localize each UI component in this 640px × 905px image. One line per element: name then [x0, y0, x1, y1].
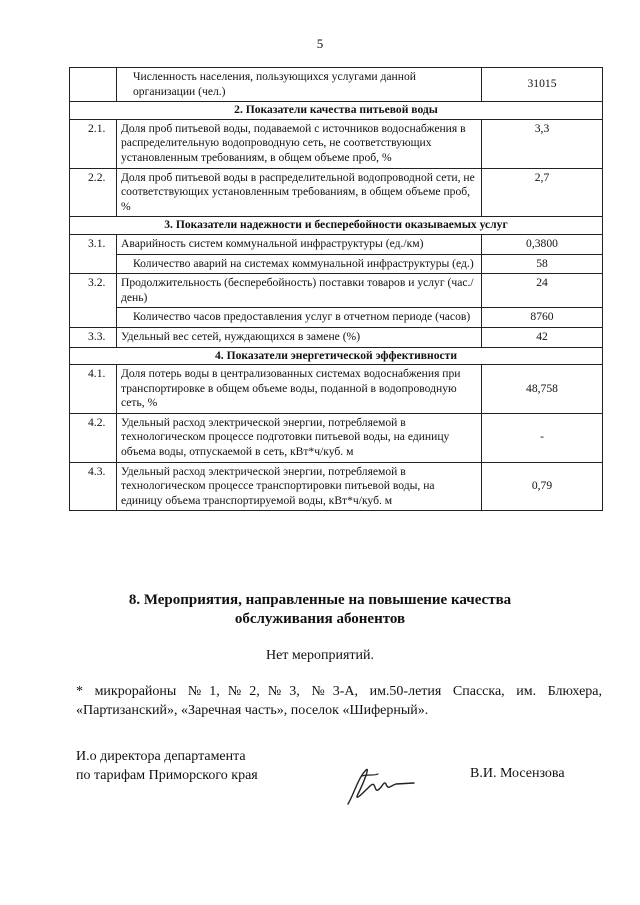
section-8-heading-line1: 8. Мероприятия, направленные на повышение качества [128, 592, 512, 608]
row-value: 48,758 [482, 365, 603, 414]
row-number: 3.3. [70, 327, 117, 347]
row-indicator-text: Удельный расход электрической энергии, потребляемой в технологическом процессе транспортировки питьевой воды, на единицу объема транспортируемой воды, кВт*ч/куб. м [117, 462, 482, 511]
row-number: 2.1. [70, 119, 117, 168]
signatory-title [76, 747, 258, 785]
table-row [70, 254, 603, 274]
indicators-table-body [70, 68, 603, 511]
row-value: 8760 [482, 308, 603, 328]
row-number: 4.3. [70, 462, 117, 511]
row-value: 2,7 [482, 168, 603, 217]
table-row [70, 413, 603, 462]
row-number: 4.1. [70, 365, 117, 414]
row-indicator-text: Доля проб питьевой воды в распределительной водопроводной сети, не соответствующих установленным требованиям, в общем объеме проб, % [117, 168, 482, 217]
section-header-row [70, 102, 603, 120]
row-number: 3.2. [70, 274, 117, 308]
table-row [70, 119, 603, 168]
row-value: 0,3800 [482, 234, 603, 254]
signatory-title-line2: по тарифам Приморского края [76, 768, 258, 783]
row-indicator-text: Удельный расход электрической энергии, потребляемой в технологическом процессе подготовки питьевой воды, на единицу объема воды, отпускаемой в сеть, кВт*ч/куб. м [117, 413, 482, 462]
row-number [70, 254, 117, 274]
row-indicator-text: Численность населения, пользующихся услугами данной организации (чел.) [117, 68, 482, 102]
footnote: * микрорайоны №1,№2,№3, №3-А, им.50-летия Спасска, им. Блюхера, «Партизанский», «Заречная часть», поселок «Шиферный». [76, 684, 602, 718]
row-indicator-text: Количество аварий на системах коммунальной инфраструктуры (ед.) [117, 254, 482, 274]
row-value: 24 [482, 274, 603, 308]
table-row [70, 274, 603, 308]
section-8-heading [0, 591, 640, 629]
row-value: 3,3 [482, 119, 603, 168]
row-value: - [482, 413, 603, 462]
row-number [70, 308, 117, 328]
row-value: 0,79 [482, 462, 603, 511]
section-header: 2. Показатели качества питьевой воды [70, 102, 603, 120]
row-value: 31015 [482, 68, 603, 102]
row-indicator-text: Аварийность систем коммунальной инфраструктуры (ед./км) [117, 234, 482, 254]
section-header: 4. Показатели энергетической эффективности [70, 347, 603, 365]
row-value: 42 [482, 327, 603, 347]
table-row [70, 462, 603, 511]
row-number: 4.2. [70, 413, 117, 462]
row-indicator-text: Удельный вес сетей, нуждающихся в замене (%) [117, 327, 482, 347]
row-indicator-text: Доля проб питьевой воды, подаваемой с источников водоснабжения в распределительную водопроводную сеть, не соответствующих установленным требованиям, в общем объеме проб, % [117, 119, 482, 168]
row-number [70, 68, 117, 102]
table-row [70, 327, 603, 347]
section-header-row [70, 347, 603, 365]
signatory-title-line1: И.о директора департамента [76, 749, 246, 764]
table-row [70, 68, 603, 102]
row-number: 2.2. [70, 168, 117, 217]
row-value: 58 [482, 254, 603, 274]
signatory-name: В.И. Мосензова [470, 766, 565, 781]
section-header: 3. Показатели надежности и бесперебойности оказываемых услуг [70, 217, 603, 235]
table-row [70, 365, 603, 414]
table-row [70, 168, 603, 217]
handwritten-signature [340, 764, 420, 814]
no-measures-text: Нет мероприятий. [265, 648, 375, 663]
row-number: 3.1. [70, 234, 117, 254]
row-indicator-text: Продолжительность (бесперебойность) поставки товаров и услуг (час./день) [117, 274, 482, 308]
section-header-row [70, 217, 603, 235]
row-indicator-text: Количество часов предоставления услуг в отчетном периоде (часов) [117, 308, 482, 328]
row-indicator-text: Доля потерь воды в централизованных системах водоснабжения при транспортировке в общем объеме воды, поданной в водопроводную сеть, % [117, 365, 482, 414]
table-row [70, 234, 603, 254]
table-row [70, 308, 603, 328]
section-8-heading-line2: обслуживания абонентов [234, 611, 406, 627]
indicators-table [69, 67, 603, 511]
page-number: 5 [316, 36, 324, 51]
